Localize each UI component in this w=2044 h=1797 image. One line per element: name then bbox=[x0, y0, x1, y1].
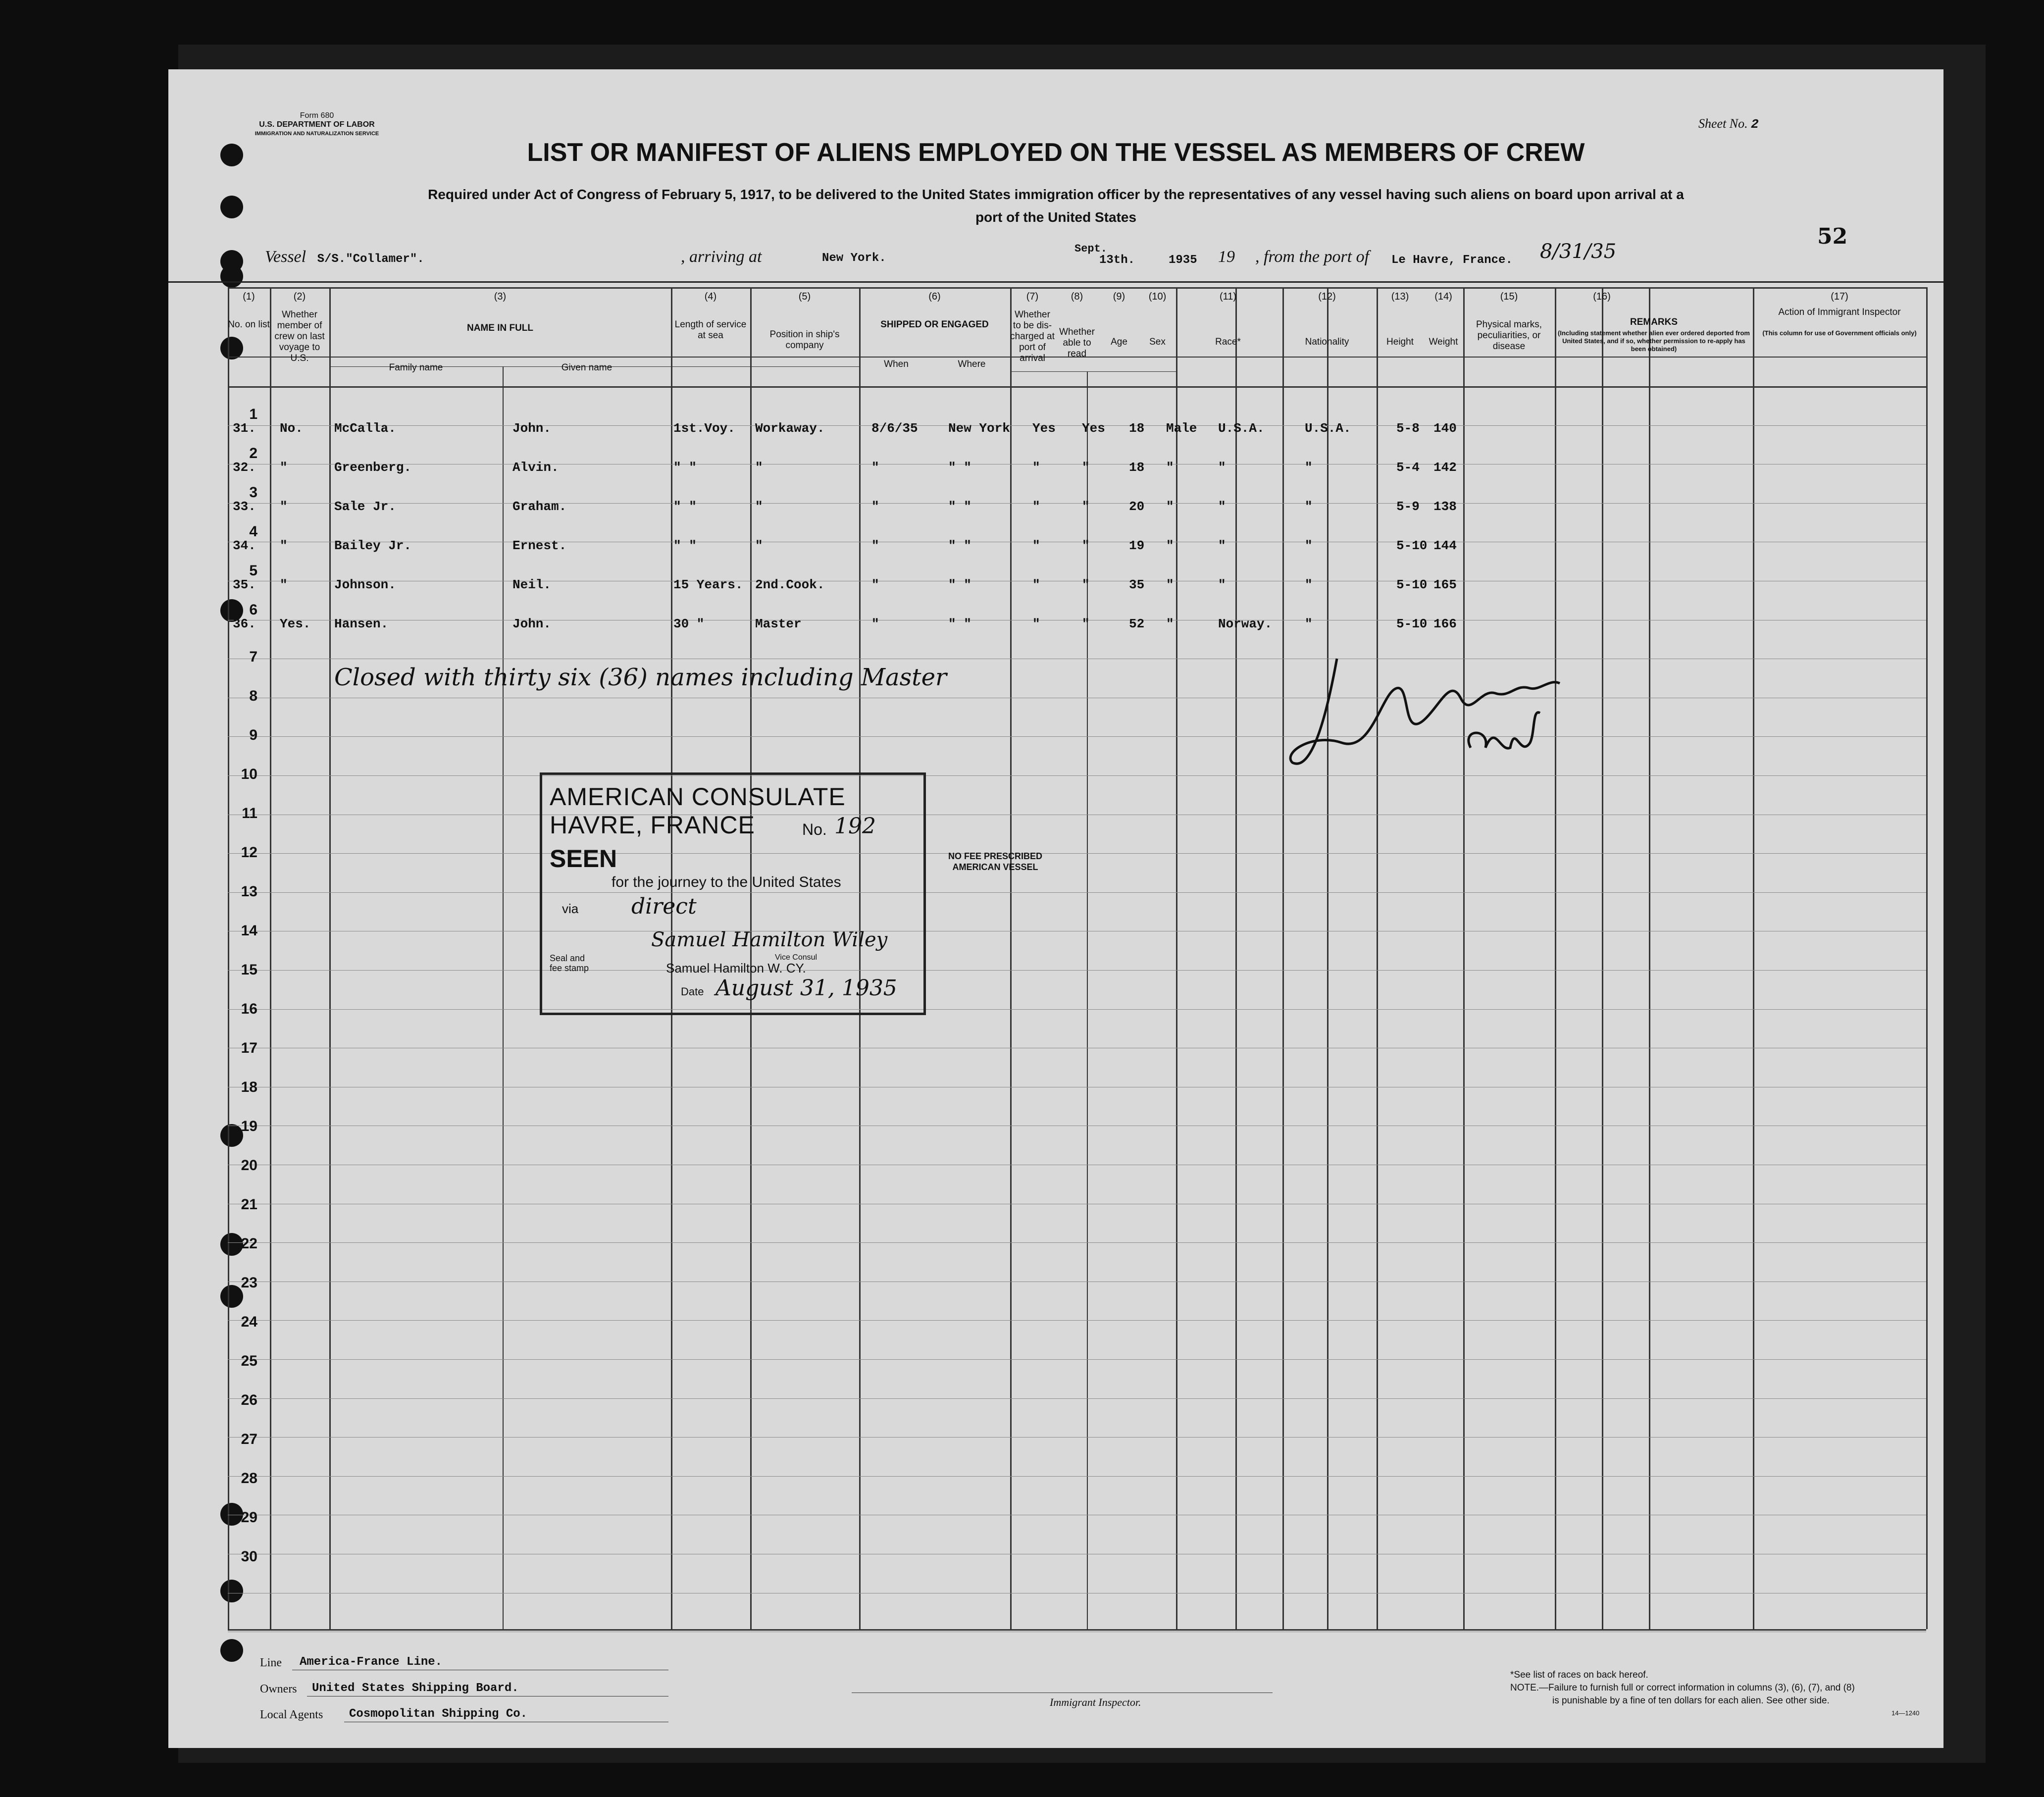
discharged-cell: " bbox=[1032, 460, 1040, 475]
column-number: (2) bbox=[293, 291, 306, 302]
given-name-cell: Ernest. bbox=[512, 538, 567, 553]
family-name-cell: McCalla. bbox=[334, 421, 396, 436]
column-header-no-on-list: No. on list bbox=[228, 319, 270, 330]
fee-note-line: NO FEE PRESCRIBED bbox=[948, 851, 1043, 861]
footer-note-line-1: NOTE.—Failure to furnish full or correct information in columns (3), (6), (7), and (8) bbox=[1510, 1683, 1855, 1693]
row-index: 15 bbox=[241, 962, 257, 978]
row-index: 20 bbox=[241, 1157, 257, 1174]
stamp-date: August 31, 1935 bbox=[715, 976, 897, 1001]
footer-line-label: Line bbox=[260, 1656, 282, 1669]
shipped-where-cell: " " bbox=[948, 616, 971, 631]
row-index: 27 bbox=[241, 1431, 257, 1447]
list-number: 32. bbox=[233, 460, 256, 475]
nationality-cell: " bbox=[1305, 577, 1313, 592]
shipped-when-cell: " bbox=[871, 577, 879, 592]
signature-stroke bbox=[1290, 659, 1560, 764]
column-number: (17) bbox=[1831, 291, 1848, 302]
list-number: 31. bbox=[233, 421, 256, 436]
row-index: 30 bbox=[241, 1548, 257, 1565]
last-voyage-cell: " bbox=[280, 577, 288, 592]
closing-note: Closed with thirty six (36) names including Master bbox=[334, 664, 947, 691]
arrival-month: Sept. bbox=[1074, 243, 1108, 255]
row-index: 19 bbox=[241, 1118, 257, 1134]
column-header-weight: Weight bbox=[1429, 337, 1458, 347]
service-cell: " " bbox=[673, 499, 697, 514]
given-name-cell: John. bbox=[512, 616, 552, 631]
shipped-where-cell: " " bbox=[948, 460, 971, 475]
sex-cell: " bbox=[1166, 460, 1174, 475]
column-number: (12) bbox=[1318, 291, 1336, 302]
row-line bbox=[228, 892, 1926, 893]
list-number: 34. bbox=[233, 538, 256, 553]
list-number: 36. bbox=[233, 616, 256, 631]
consulate-stamp bbox=[540, 772, 926, 1015]
sheet-label: Sheet No. bbox=[1698, 116, 1748, 131]
given-name-cell: John. bbox=[512, 421, 552, 436]
weight-cell: 142 bbox=[1433, 460, 1457, 475]
race-cell: " bbox=[1218, 538, 1226, 553]
age-cell: 52 bbox=[1129, 616, 1145, 631]
remarks-instructions: (Including statement whether alien ever ordered deported from United States, and if so, whether permission to re-apply has been obtained) bbox=[1558, 329, 1750, 353]
row-line bbox=[228, 1398, 1926, 1399]
footer-owners-label: Owners bbox=[260, 1683, 297, 1695]
weight-cell: 166 bbox=[1433, 616, 1457, 631]
arrival-day: 13th. bbox=[1099, 254, 1135, 267]
stamp-journey: for the journey to the United States bbox=[612, 874, 841, 890]
column-header-when: When bbox=[884, 359, 909, 369]
service-cell: 1st.Voy. bbox=[673, 421, 735, 436]
row-line bbox=[228, 775, 1926, 776]
shipped-when-cell: " bbox=[871, 538, 879, 553]
arriving-label: , arriving at bbox=[681, 248, 762, 266]
row-index: 13 bbox=[241, 883, 257, 900]
height-cell: 5-10 bbox=[1396, 538, 1428, 553]
last-voyage-cell: " bbox=[280, 499, 288, 514]
race-cell: Norway. bbox=[1218, 616, 1273, 631]
list-number: 35. bbox=[233, 577, 256, 592]
service-cell: 30 " bbox=[673, 616, 705, 631]
page-subtitle-1: Required under Act of Congress of February 5, 1917, to be delivered to the United States immigration officer by the representatives of any vessel having such aliens on board upon arrival at a bbox=[428, 187, 1684, 202]
position-cell: " bbox=[755, 538, 763, 553]
sex-cell: Male bbox=[1166, 421, 1197, 436]
column-header-length-of-service: Length of service at sea bbox=[674, 319, 747, 341]
row-line bbox=[228, 970, 1926, 971]
column-header-age: Age bbox=[1111, 337, 1127, 347]
discharged-cell: " bbox=[1032, 499, 1040, 514]
position-cell: Master bbox=[755, 616, 802, 631]
shipped-where-cell: " " bbox=[948, 499, 971, 514]
stamp-date-label: Date bbox=[681, 985, 704, 998]
able-to-read-cell: Yes bbox=[1082, 421, 1105, 436]
row-index: 17 bbox=[241, 1040, 257, 1056]
column-header-race: Race* bbox=[1215, 337, 1241, 347]
shipped-when-cell: " bbox=[871, 460, 879, 475]
age-cell: 19 bbox=[1129, 538, 1145, 553]
row-index: 11 bbox=[242, 805, 257, 821]
service-cell: " " bbox=[673, 460, 697, 475]
column-header-shipped-or-engaged: SHIPPED OR ENGAGED bbox=[880, 319, 989, 330]
column-number: (14) bbox=[1434, 291, 1452, 302]
age-cell: 18 bbox=[1129, 460, 1145, 475]
year-prefix: 19 bbox=[1218, 248, 1235, 266]
row-index: 7 bbox=[249, 649, 257, 665]
row-index: 28 bbox=[241, 1470, 257, 1487]
captain-signature bbox=[1282, 634, 1580, 782]
shipped-where-cell: New York bbox=[948, 421, 1010, 436]
column-number: (1) bbox=[243, 291, 255, 302]
position-cell: " bbox=[755, 460, 763, 475]
departure-date: 8/31/35 bbox=[1540, 240, 1617, 263]
punch-hole bbox=[220, 1639, 243, 1662]
row-index: 1 bbox=[249, 406, 257, 422]
stamp-consulate: AMERICAN CONSULATE bbox=[550, 783, 846, 811]
shipped-where-cell: " " bbox=[948, 538, 971, 553]
column-number: (13) bbox=[1391, 291, 1409, 302]
sex-cell: " bbox=[1166, 499, 1174, 514]
weight-cell: 138 bbox=[1433, 499, 1457, 514]
last-voyage-cell: Yes. bbox=[280, 616, 311, 631]
height-cell: 5-10 bbox=[1396, 616, 1428, 631]
row-index: 24 bbox=[241, 1314, 257, 1330]
footer-agents-value: Cosmopolitan Shipping Co. bbox=[349, 1707, 528, 1721]
footer-owners-value: United States Shipping Board. bbox=[312, 1682, 519, 1695]
row-index: 9 bbox=[249, 727, 257, 743]
list-number: 33. bbox=[233, 499, 256, 514]
service-name: IMMIGRATION AND NATURALIZATION SERVICE bbox=[255, 131, 379, 137]
family-name-cell: Hansen. bbox=[334, 616, 389, 631]
weight-cell: 140 bbox=[1433, 421, 1457, 436]
vessel-name: S/S."Collamer". bbox=[317, 253, 424, 266]
row-line bbox=[228, 736, 1926, 737]
vessel-line bbox=[265, 248, 424, 266]
inspector-action-note: (This column for use of Government officials only) bbox=[1762, 329, 1917, 337]
row-index: 3 bbox=[249, 484, 257, 501]
service-cell: 15 Years. bbox=[673, 577, 743, 592]
row-index: 4 bbox=[249, 523, 257, 540]
footer-races-note: *See list of races on back hereof. bbox=[1510, 1670, 1648, 1680]
column-number: (5) bbox=[798, 291, 811, 302]
shipped-when-cell: " bbox=[871, 616, 879, 631]
nationality-cell: " bbox=[1305, 616, 1313, 631]
nationality-cell: " bbox=[1305, 538, 1313, 553]
age-cell: 18 bbox=[1129, 421, 1145, 436]
given-name-cell: Graham. bbox=[512, 499, 567, 514]
column-header-height: Height bbox=[1386, 337, 1414, 347]
departure-port: Le Havre, France. bbox=[1391, 254, 1513, 267]
form-identifier bbox=[243, 111, 391, 138]
row-line bbox=[228, 1009, 1926, 1010]
row-index: 29 bbox=[241, 1509, 257, 1526]
page-mark: 52 bbox=[1817, 224, 1848, 249]
row-index: 16 bbox=[241, 1001, 257, 1017]
stamp-no-label: No. bbox=[802, 821, 827, 838]
stamp-seen: SEEN bbox=[550, 845, 617, 873]
race-cell: " bbox=[1218, 577, 1226, 592]
row-line bbox=[228, 853, 1926, 854]
footer-note-line-2: is punishable by a fine of ten dollars for each alien. See other side. bbox=[1552, 1695, 1830, 1706]
column-header-inspector-action: Action of Immigrant Inspector bbox=[1778, 307, 1901, 317]
race-cell: U.S.A. bbox=[1218, 421, 1265, 436]
weight-cell: 144 bbox=[1433, 538, 1457, 553]
height-cell: 5-9 bbox=[1396, 499, 1420, 514]
column-header-nationality: Nationality bbox=[1305, 337, 1349, 347]
position-cell: 2nd.Cook. bbox=[755, 577, 825, 592]
column-number: (3) bbox=[494, 291, 507, 302]
discharged-cell: " bbox=[1032, 577, 1040, 592]
column-header-position: Position in ship's company bbox=[769, 329, 840, 351]
fee-note-line: AMERICAN VESSEL bbox=[952, 862, 1038, 872]
family-name-cell: Johnson. bbox=[334, 577, 396, 592]
row-line bbox=[228, 1476, 1926, 1477]
shipped-when-cell: " bbox=[871, 499, 879, 514]
given-name-cell: Alvin. bbox=[512, 460, 559, 475]
column-header-remarks: REMARKS bbox=[1630, 317, 1678, 327]
vessel-label: Vessel bbox=[265, 248, 307, 266]
shipped-when-cell: 8/6/35 bbox=[871, 421, 918, 436]
family-name-cell: Greenberg. bbox=[334, 460, 412, 475]
row-index: 6 bbox=[249, 602, 257, 618]
column-header-discharged: Whether to be dis-charged at port of arrival bbox=[1010, 309, 1055, 363]
column-number: (8) bbox=[1071, 291, 1083, 302]
nationality-cell: U.S.A. bbox=[1305, 421, 1351, 436]
manifest-sheet bbox=[168, 69, 1943, 1748]
row-line bbox=[228, 1359, 1926, 1360]
family-name-cell: Bailey Jr. bbox=[334, 538, 412, 553]
column-header-family-name: Family name bbox=[389, 362, 443, 373]
column-header-able-to-read: Whether able to read bbox=[1059, 327, 1095, 359]
row-index: 10 bbox=[241, 766, 257, 782]
punch-hole bbox=[220, 1580, 243, 1602]
row-index: 23 bbox=[241, 1275, 257, 1291]
row-index: 25 bbox=[241, 1353, 257, 1369]
column-number: (9) bbox=[1113, 291, 1125, 302]
column-header-sex: Sex bbox=[1149, 337, 1166, 347]
stamp-seal-label: Seal and fee stamp bbox=[550, 953, 589, 973]
column-header-name-in-full: NAME IN FULL bbox=[466, 323, 534, 333]
stamp-number: 192 bbox=[834, 814, 876, 839]
column-header-where: Where bbox=[958, 359, 986, 369]
nationality-cell: " bbox=[1305, 460, 1313, 475]
height-cell: 5-10 bbox=[1396, 577, 1428, 592]
nationality-cell: " bbox=[1305, 499, 1313, 514]
row-index: 21 bbox=[241, 1196, 257, 1213]
form-number: Form 680 bbox=[300, 111, 334, 120]
column-number: (16) bbox=[1593, 291, 1611, 302]
last-voyage-cell: " bbox=[280, 538, 288, 553]
stamp-consul-signature: Samuel Hamilton Wiley bbox=[651, 928, 888, 951]
footer-inspector-label: Immigrant Inspector. bbox=[1050, 1696, 1141, 1708]
weight-cell: 165 bbox=[1433, 577, 1457, 592]
row-line bbox=[228, 425, 1926, 426]
service-cell: " " bbox=[673, 538, 697, 553]
footer-agents-label: Local Agents bbox=[260, 1708, 323, 1721]
sex-cell: " bbox=[1166, 538, 1174, 553]
sex-cell: " bbox=[1166, 577, 1174, 592]
punch-hole bbox=[220, 265, 243, 288]
column-number: (7) bbox=[1026, 291, 1039, 302]
last-voyage-cell: No. bbox=[280, 421, 303, 436]
discharged-cell: " bbox=[1032, 538, 1040, 553]
column-number: (10) bbox=[1148, 291, 1167, 302]
arrival-year: 1935 bbox=[1169, 254, 1197, 267]
able-to-read-cell: " bbox=[1082, 616, 1090, 631]
height-cell: 5-8 bbox=[1396, 421, 1420, 436]
stamp-consul-name: Samuel Hamilton W. CY. bbox=[666, 961, 806, 976]
able-to-read-cell: " bbox=[1082, 577, 1090, 592]
race-cell: " bbox=[1218, 460, 1226, 475]
row-line bbox=[228, 503, 1926, 504]
from-port-label: , from the port of bbox=[1255, 248, 1370, 266]
column-header-given-name: Given name bbox=[561, 362, 613, 373]
age-cell: 35 bbox=[1129, 577, 1145, 592]
row-index: 26 bbox=[241, 1392, 257, 1408]
last-voyage-cell: " bbox=[280, 460, 288, 475]
signature-title-stroke bbox=[1469, 713, 1540, 748]
able-to-read-cell: " bbox=[1082, 499, 1090, 514]
height-cell: 5-4 bbox=[1396, 460, 1420, 475]
arriving-port: New York. bbox=[822, 252, 886, 265]
able-to-read-cell: " bbox=[1082, 460, 1090, 475]
column-number: (15) bbox=[1500, 291, 1518, 302]
sheet-number: 2 bbox=[1751, 117, 1759, 132]
column-header-physical-marks: Physical marks, peculiarities, or disease bbox=[1476, 319, 1542, 352]
row-index: 22 bbox=[241, 1235, 257, 1252]
row-line bbox=[228, 1320, 1926, 1321]
given-name-cell: Neil. bbox=[512, 577, 552, 592]
position-cell: Workaway. bbox=[755, 421, 825, 436]
sex-cell: " bbox=[1166, 616, 1174, 631]
footer-form-code: 14—1240 bbox=[1891, 1709, 1920, 1717]
position-cell: " bbox=[755, 499, 763, 514]
age-cell: 20 bbox=[1129, 499, 1145, 514]
race-cell: " bbox=[1218, 499, 1226, 514]
sheet-number-label bbox=[1698, 116, 1759, 132]
stamp-via: direct bbox=[631, 894, 697, 919]
row-line bbox=[228, 1437, 1926, 1438]
row-index: 2 bbox=[249, 445, 257, 462]
stamp-consul-title: Vice Consul bbox=[775, 953, 818, 962]
row-index: 8 bbox=[249, 688, 257, 704]
department-name: U.S. DEPARTMENT OF LABOR bbox=[259, 120, 375, 129]
discharged-cell: " bbox=[1032, 616, 1040, 631]
page-title: LIST OR MANIFEST OF ALIENS EMPLOYED ON THE VESSEL AS MEMBERS OF CREW bbox=[527, 138, 1585, 167]
page-subtitle-2: port of the United States bbox=[975, 209, 1137, 225]
family-name-cell: Sale Jr. bbox=[334, 499, 396, 514]
column-number: (4) bbox=[704, 291, 717, 302]
column-number: (6) bbox=[928, 291, 941, 302]
stamp-city: HAVRE, FRANCE bbox=[550, 811, 755, 839]
column-header-last-voyage: Whether member of crew on last voyage to U.S. bbox=[274, 309, 325, 363]
shipped-where-cell: " " bbox=[948, 577, 971, 592]
row-index: 14 bbox=[241, 923, 257, 939]
column-number: (11) bbox=[1219, 291, 1237, 302]
fee-note bbox=[948, 851, 1042, 873]
row-index: 5 bbox=[249, 563, 257, 579]
stamp-via-label: via bbox=[562, 901, 579, 916]
discharged-cell: Yes bbox=[1032, 421, 1056, 436]
footer-line-value: America-France Line. bbox=[300, 1655, 443, 1669]
row-index: 12 bbox=[241, 844, 257, 861]
row-line bbox=[228, 1242, 1926, 1243]
row-index: 18 bbox=[241, 1079, 257, 1095]
able-to-read-cell: " bbox=[1082, 538, 1090, 553]
